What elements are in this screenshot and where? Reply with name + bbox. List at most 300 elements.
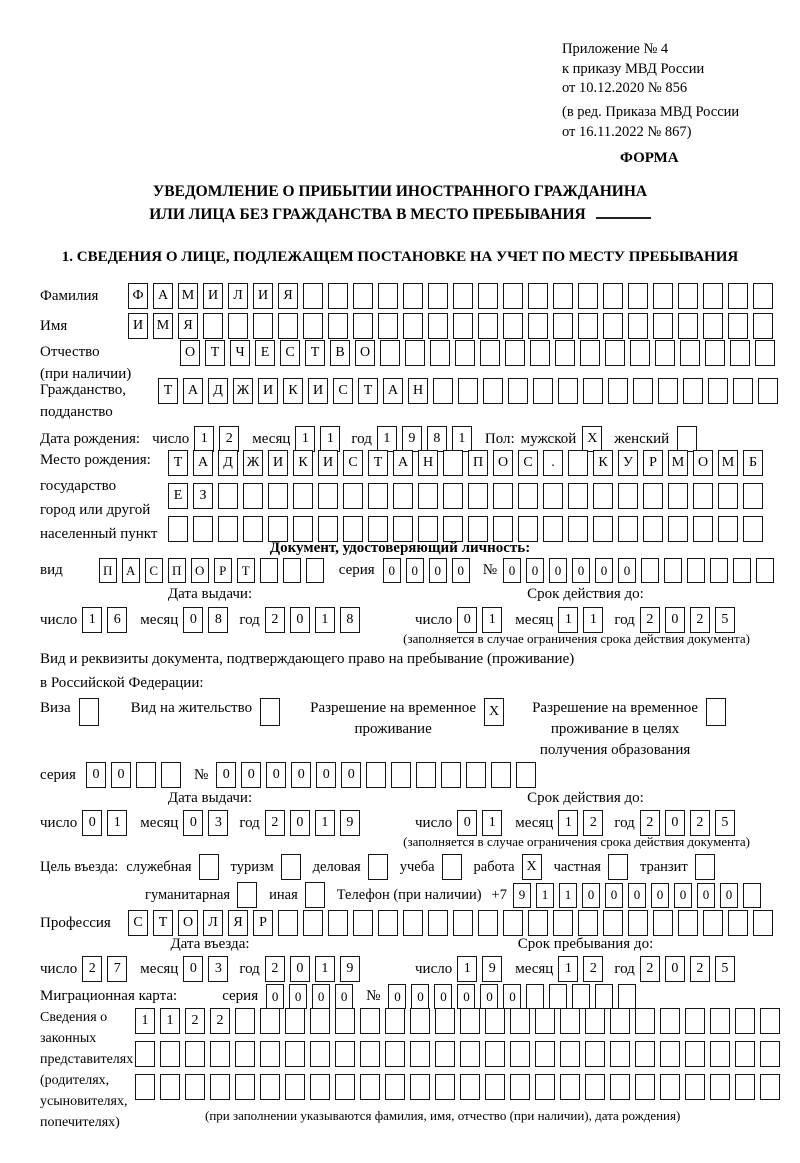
char-box[interactable] [618, 516, 638, 542]
char-box[interactable]: Ф [128, 283, 148, 309]
char-box[interactable] [760, 1008, 780, 1034]
char-box[interactable] [328, 910, 348, 936]
char-box[interactable]: О [191, 558, 209, 583]
char-box[interactable] [135, 1074, 155, 1100]
char-box[interactable] [553, 283, 573, 309]
char-box[interactable] [710, 558, 728, 583]
char-box[interactable]: 5 [715, 956, 735, 982]
char-box[interactable] [595, 984, 613, 1009]
char-box[interactable] [310, 1041, 330, 1067]
char-box[interactable] [483, 378, 503, 404]
char-box[interactable] [405, 340, 425, 366]
char-box[interactable]: 1 [315, 810, 335, 836]
char-box[interactable]: И [318, 450, 338, 476]
char-box[interactable] [718, 483, 738, 509]
char-box[interactable] [378, 313, 398, 339]
char-box[interactable] [703, 283, 723, 309]
char-box[interactable] [580, 340, 600, 366]
char-box[interactable]: 1 [482, 607, 502, 633]
char-box[interactable] [685, 1041, 705, 1067]
char-box[interactable]: 2 [640, 607, 660, 633]
char-box[interactable] [418, 516, 438, 542]
char-box[interactable] [278, 313, 298, 339]
char-box[interactable] [283, 558, 301, 583]
char-box[interactable] [160, 1074, 180, 1100]
char-box[interactable] [560, 1074, 580, 1100]
char-box[interactable] [243, 483, 263, 509]
char-box[interactable] [235, 1008, 255, 1034]
char-box[interactable]: 2 [690, 956, 710, 982]
char-box[interactable] [441, 762, 461, 788]
char-box[interactable] [268, 483, 288, 509]
char-box[interactable] [410, 1041, 430, 1067]
char-box[interactable]: Я [278, 283, 298, 309]
char-box[interactable] [708, 378, 728, 404]
char-box[interactable] [743, 483, 763, 509]
char-box[interactable]: 0 [674, 883, 692, 908]
char-box[interactable]: Л [203, 910, 223, 936]
char-box[interactable] [518, 516, 538, 542]
char-box[interactable] [733, 558, 751, 583]
char-box[interactable]: А [383, 378, 403, 404]
char-box[interactable] [310, 1074, 330, 1100]
char-box[interactable] [758, 378, 778, 404]
char-box[interactable]: Д [218, 450, 238, 476]
char-box[interactable] [458, 378, 478, 404]
char-box[interactable]: Т [305, 340, 325, 366]
char-box[interactable]: А [193, 450, 213, 476]
char-box[interactable]: 0 [605, 883, 623, 908]
char-box[interactable] [608, 378, 628, 404]
char-box[interactable]: А [183, 378, 203, 404]
char-box[interactable] [218, 483, 238, 509]
char-box[interactable]: 0 [651, 883, 669, 908]
char-box[interactable] [368, 516, 388, 542]
char-box[interactable] [668, 516, 688, 542]
char-box[interactable]: 0 [549, 558, 567, 583]
char-box[interactable] [516, 762, 536, 788]
char-box[interactable] [335, 1008, 355, 1034]
purpose-work-checkbox[interactable]: X [522, 854, 542, 880]
char-box[interactable]: К [283, 378, 303, 404]
char-box[interactable]: 0 [411, 984, 429, 1009]
char-box[interactable]: М [153, 313, 173, 339]
char-box[interactable] [136, 762, 156, 788]
char-box[interactable]: 1 [160, 1008, 180, 1034]
char-box[interactable] [493, 516, 513, 542]
char-box[interactable]: А [122, 558, 140, 583]
char-box[interactable] [161, 762, 181, 788]
char-box[interactable] [353, 910, 373, 936]
char-box[interactable] [528, 910, 548, 936]
char-box[interactable]: И [268, 450, 288, 476]
char-box[interactable] [403, 910, 423, 936]
char-box[interactable]: 1 [558, 956, 578, 982]
char-box[interactable]: О [178, 910, 198, 936]
char-box[interactable]: 8 [427, 426, 447, 452]
char-box[interactable]: Ч [230, 340, 250, 366]
char-box[interactable]: Т [153, 910, 173, 936]
char-box[interactable] [610, 1074, 630, 1100]
char-box[interactable] [366, 762, 386, 788]
char-box[interactable] [443, 483, 463, 509]
char-box[interactable]: 0 [291, 762, 311, 788]
char-box[interactable]: О [493, 450, 513, 476]
char-box[interactable]: Т [205, 340, 225, 366]
char-box[interactable]: Я [228, 910, 248, 936]
purpose-study-checkbox[interactable] [442, 854, 462, 880]
char-box[interactable] [505, 340, 525, 366]
option-temp-residence-education-checkbox[interactable] [706, 698, 726, 726]
char-box[interactable] [410, 1074, 430, 1100]
char-box[interactable]: 0 [183, 607, 203, 633]
char-box[interactable]: Е [255, 340, 275, 366]
char-box[interactable] [443, 516, 463, 542]
char-box[interactable] [478, 313, 498, 339]
char-box[interactable] [743, 516, 763, 542]
char-box[interactable] [285, 1074, 305, 1100]
char-box[interactable]: О [180, 340, 200, 366]
char-box[interactable] [558, 378, 578, 404]
char-box[interactable] [710, 1008, 730, 1034]
char-box[interactable]: 2 [265, 607, 285, 633]
char-box[interactable] [455, 340, 475, 366]
char-box[interactable] [549, 984, 567, 1009]
char-box[interactable]: Н [418, 450, 438, 476]
char-box[interactable] [733, 378, 753, 404]
char-box[interactable] [543, 516, 563, 542]
char-box[interactable] [760, 1074, 780, 1100]
char-box[interactable]: 8 [208, 607, 228, 633]
char-box[interactable] [635, 1008, 655, 1034]
char-box[interactable]: М [668, 450, 688, 476]
char-box[interactable] [378, 283, 398, 309]
char-box[interactable] [335, 1074, 355, 1100]
purpose-transit-checkbox[interactable] [695, 854, 715, 880]
char-box[interactable] [485, 1041, 505, 1067]
char-box[interactable] [628, 283, 648, 309]
char-box[interactable] [466, 762, 486, 788]
char-box[interactable]: 0 [241, 762, 261, 788]
char-box[interactable]: Б [743, 450, 763, 476]
char-box[interactable] [535, 1008, 555, 1034]
char-box[interactable]: 9 [513, 883, 531, 908]
char-box[interactable] [635, 1041, 655, 1067]
char-box[interactable] [368, 483, 388, 509]
char-box[interactable] [393, 516, 413, 542]
char-box[interactable] [328, 313, 348, 339]
char-box[interactable] [568, 483, 588, 509]
char-box[interactable] [435, 1008, 455, 1034]
char-box[interactable]: 0 [665, 607, 685, 633]
char-box[interactable] [318, 483, 338, 509]
char-box[interactable] [508, 378, 528, 404]
char-box[interactable] [303, 283, 323, 309]
char-box[interactable] [260, 1008, 280, 1034]
char-box[interactable] [635, 1074, 655, 1100]
char-box[interactable]: 0 [665, 810, 685, 836]
char-box[interactable] [735, 1041, 755, 1067]
char-box[interactable] [643, 483, 663, 509]
char-box[interactable]: 1 [536, 883, 554, 908]
char-box[interactable]: 3 [208, 956, 228, 982]
char-box[interactable] [435, 1074, 455, 1100]
char-box[interactable] [693, 483, 713, 509]
char-box[interactable]: 1 [295, 426, 315, 452]
char-box[interactable]: 0 [82, 810, 102, 836]
char-box[interactable]: 0 [290, 956, 310, 982]
char-box[interactable]: 2 [82, 956, 102, 982]
char-box[interactable] [710, 1041, 730, 1067]
char-box[interactable] [760, 1041, 780, 1067]
char-box[interactable] [185, 1074, 205, 1100]
char-box[interactable] [535, 1041, 555, 1067]
option-visa-checkbox[interactable] [79, 698, 99, 726]
char-box[interactable] [628, 313, 648, 339]
char-box[interactable]: И [128, 313, 148, 339]
char-box[interactable]: У [618, 450, 638, 476]
char-box[interactable]: 2 [210, 1008, 230, 1034]
char-box[interactable]: К [293, 450, 313, 476]
char-box[interactable]: И [253, 283, 273, 309]
char-box[interactable] [310, 1008, 330, 1034]
char-box[interactable] [478, 283, 498, 309]
char-box[interactable]: 9 [340, 810, 360, 836]
char-box[interactable]: 1 [482, 810, 502, 836]
char-box[interactable] [641, 558, 659, 583]
char-box[interactable]: 2 [219, 426, 239, 452]
char-box[interactable] [703, 910, 723, 936]
char-box[interactable] [728, 910, 748, 936]
char-box[interactable] [253, 313, 273, 339]
char-box[interactable] [603, 910, 623, 936]
char-box[interactable]: 1 [457, 956, 477, 982]
char-box[interactable]: 2 [265, 810, 285, 836]
char-box[interactable] [568, 516, 588, 542]
char-box[interactable] [268, 516, 288, 542]
char-box[interactable]: 5 [715, 810, 735, 836]
char-box[interactable]: 0 [582, 883, 600, 908]
char-box[interactable] [653, 283, 673, 309]
char-box[interactable]: 5 [715, 607, 735, 633]
char-box[interactable] [168, 516, 188, 542]
char-box[interactable]: 2 [640, 956, 660, 982]
char-box[interactable] [568, 450, 588, 476]
char-box[interactable]: 0 [720, 883, 738, 908]
char-box[interactable]: 0 [216, 762, 236, 788]
char-box[interactable]: А [393, 450, 413, 476]
char-box[interactable] [343, 516, 363, 542]
char-box[interactable]: 9 [402, 426, 422, 452]
char-box[interactable] [664, 558, 682, 583]
char-box[interactable]: 0 [480, 984, 498, 1009]
char-box[interactable] [728, 283, 748, 309]
char-box[interactable]: 1 [82, 607, 102, 633]
char-box[interactable]: 0 [406, 558, 424, 583]
char-box[interactable] [735, 1074, 755, 1100]
char-box[interactable]: Т [237, 558, 255, 583]
char-box[interactable] [693, 516, 713, 542]
char-box[interactable]: А [153, 283, 173, 309]
char-box[interactable] [210, 1041, 230, 1067]
char-box[interactable]: 0 [572, 558, 590, 583]
char-box[interactable] [260, 558, 278, 583]
char-box[interactable]: 2 [185, 1008, 205, 1034]
char-box[interactable]: 0 [312, 984, 330, 1009]
char-box[interactable]: С [145, 558, 163, 583]
char-box[interactable]: 2 [265, 956, 285, 982]
char-box[interactable] [683, 378, 703, 404]
char-box[interactable] [243, 516, 263, 542]
char-box[interactable] [491, 762, 511, 788]
char-box[interactable] [755, 340, 775, 366]
char-box[interactable] [428, 313, 448, 339]
char-box[interactable]: Р [643, 450, 663, 476]
char-box[interactable] [385, 1074, 405, 1100]
char-box[interactable] [660, 1008, 680, 1034]
char-box[interactable] [235, 1041, 255, 1067]
char-box[interactable] [583, 378, 603, 404]
char-box[interactable] [703, 313, 723, 339]
char-box[interactable] [618, 483, 638, 509]
char-box[interactable] [460, 1008, 480, 1034]
char-box[interactable]: Т [158, 378, 178, 404]
char-box[interactable]: Т [368, 450, 388, 476]
char-box[interactable] [503, 283, 523, 309]
char-box[interactable]: 0 [697, 883, 715, 908]
purpose-official-checkbox[interactable] [199, 854, 219, 880]
char-box[interactable]: 2 [583, 810, 603, 836]
char-box[interactable] [293, 483, 313, 509]
char-box[interactable] [710, 1074, 730, 1100]
char-box[interactable]: С [518, 450, 538, 476]
char-box[interactable] [535, 1074, 555, 1100]
char-box[interactable]: П [468, 450, 488, 476]
char-box[interactable]: 0 [665, 956, 685, 982]
char-box[interactable]: 0 [266, 762, 286, 788]
char-box[interactable]: И [203, 283, 223, 309]
char-box[interactable]: Р [253, 910, 273, 936]
purpose-tourism-checkbox[interactable] [281, 854, 301, 880]
char-box[interactable]: 0 [388, 984, 406, 1009]
char-box[interactable]: 1 [320, 426, 340, 452]
char-box[interactable] [185, 1041, 205, 1067]
char-box[interactable] [578, 283, 598, 309]
char-box[interactable]: 1 [315, 607, 335, 633]
char-box[interactable] [468, 483, 488, 509]
char-box[interactable] [503, 910, 523, 936]
char-box[interactable] [468, 516, 488, 542]
char-box[interactable] [228, 313, 248, 339]
char-box[interactable] [585, 1074, 605, 1100]
char-box[interactable]: 8 [340, 607, 360, 633]
char-box[interactable] [753, 910, 773, 936]
char-box[interactable] [378, 910, 398, 936]
char-box[interactable] [653, 313, 673, 339]
char-box[interactable] [503, 313, 523, 339]
char-box[interactable] [610, 1041, 630, 1067]
char-box[interactable]: К [593, 450, 613, 476]
char-box[interactable] [753, 313, 773, 339]
char-box[interactable]: Р [214, 558, 232, 583]
char-box[interactable] [135, 1041, 155, 1067]
char-box[interactable]: 0 [290, 607, 310, 633]
char-box[interactable] [756, 558, 774, 583]
char-box[interactable] [218, 516, 238, 542]
char-box[interactable]: 9 [482, 956, 502, 982]
char-box[interactable] [735, 1008, 755, 1034]
char-box[interactable]: 0 [618, 558, 636, 583]
char-box[interactable]: О [693, 450, 713, 476]
char-box[interactable] [460, 1074, 480, 1100]
char-box[interactable]: С [343, 450, 363, 476]
char-box[interactable] [318, 516, 338, 542]
char-box[interactable]: З [193, 483, 213, 509]
char-box[interactable] [160, 1041, 180, 1067]
char-box[interactable] [585, 1041, 605, 1067]
char-box[interactable]: Т [358, 378, 378, 404]
char-box[interactable] [655, 340, 675, 366]
char-box[interactable]: С [333, 378, 353, 404]
char-box[interactable] [605, 340, 625, 366]
char-box[interactable]: 1 [559, 883, 577, 908]
char-box[interactable] [753, 283, 773, 309]
char-box[interactable]: 0 [266, 984, 284, 1009]
char-box[interactable] [478, 910, 498, 936]
char-box[interactable] [553, 910, 573, 936]
purpose-private-checkbox[interactable] [608, 854, 628, 880]
char-box[interactable]: 1 [107, 810, 127, 836]
char-box[interactable]: М [178, 283, 198, 309]
char-box[interactable] [526, 984, 544, 1009]
char-box[interactable]: 0 [429, 558, 447, 583]
char-box[interactable] [660, 1074, 680, 1100]
char-box[interactable] [585, 1008, 605, 1034]
char-box[interactable] [593, 516, 613, 542]
char-box[interactable]: 0 [183, 956, 203, 982]
char-box[interactable] [578, 910, 598, 936]
char-box[interactable] [618, 984, 636, 1009]
char-box[interactable]: 0 [383, 558, 401, 583]
char-box[interactable]: Т [168, 450, 188, 476]
char-box[interactable]: 1 [377, 426, 397, 452]
char-box[interactable]: 1 [583, 607, 603, 633]
char-box[interactable] [403, 313, 423, 339]
char-box[interactable] [633, 378, 653, 404]
char-box[interactable] [410, 1008, 430, 1034]
char-box[interactable] [480, 340, 500, 366]
char-box[interactable]: 0 [111, 762, 131, 788]
purpose-humanitarian-checkbox[interactable] [237, 882, 257, 908]
char-box[interactable] [678, 313, 698, 339]
char-box[interactable]: . [543, 450, 563, 476]
char-box[interactable] [453, 283, 473, 309]
char-box[interactable] [260, 1041, 280, 1067]
char-box[interactable] [303, 313, 323, 339]
char-box[interactable]: 0 [289, 984, 307, 1009]
char-box[interactable] [658, 378, 678, 404]
char-box[interactable] [543, 483, 563, 509]
char-box[interactable]: П [168, 558, 186, 583]
purpose-other-checkbox[interactable] [305, 882, 325, 908]
char-box[interactable] [680, 340, 700, 366]
char-box[interactable]: 0 [526, 558, 544, 583]
char-box[interactable]: В [330, 340, 350, 366]
char-box[interactable] [518, 483, 538, 509]
char-box[interactable] [418, 483, 438, 509]
char-box[interactable]: 0 [503, 558, 521, 583]
char-box[interactable] [293, 516, 313, 542]
